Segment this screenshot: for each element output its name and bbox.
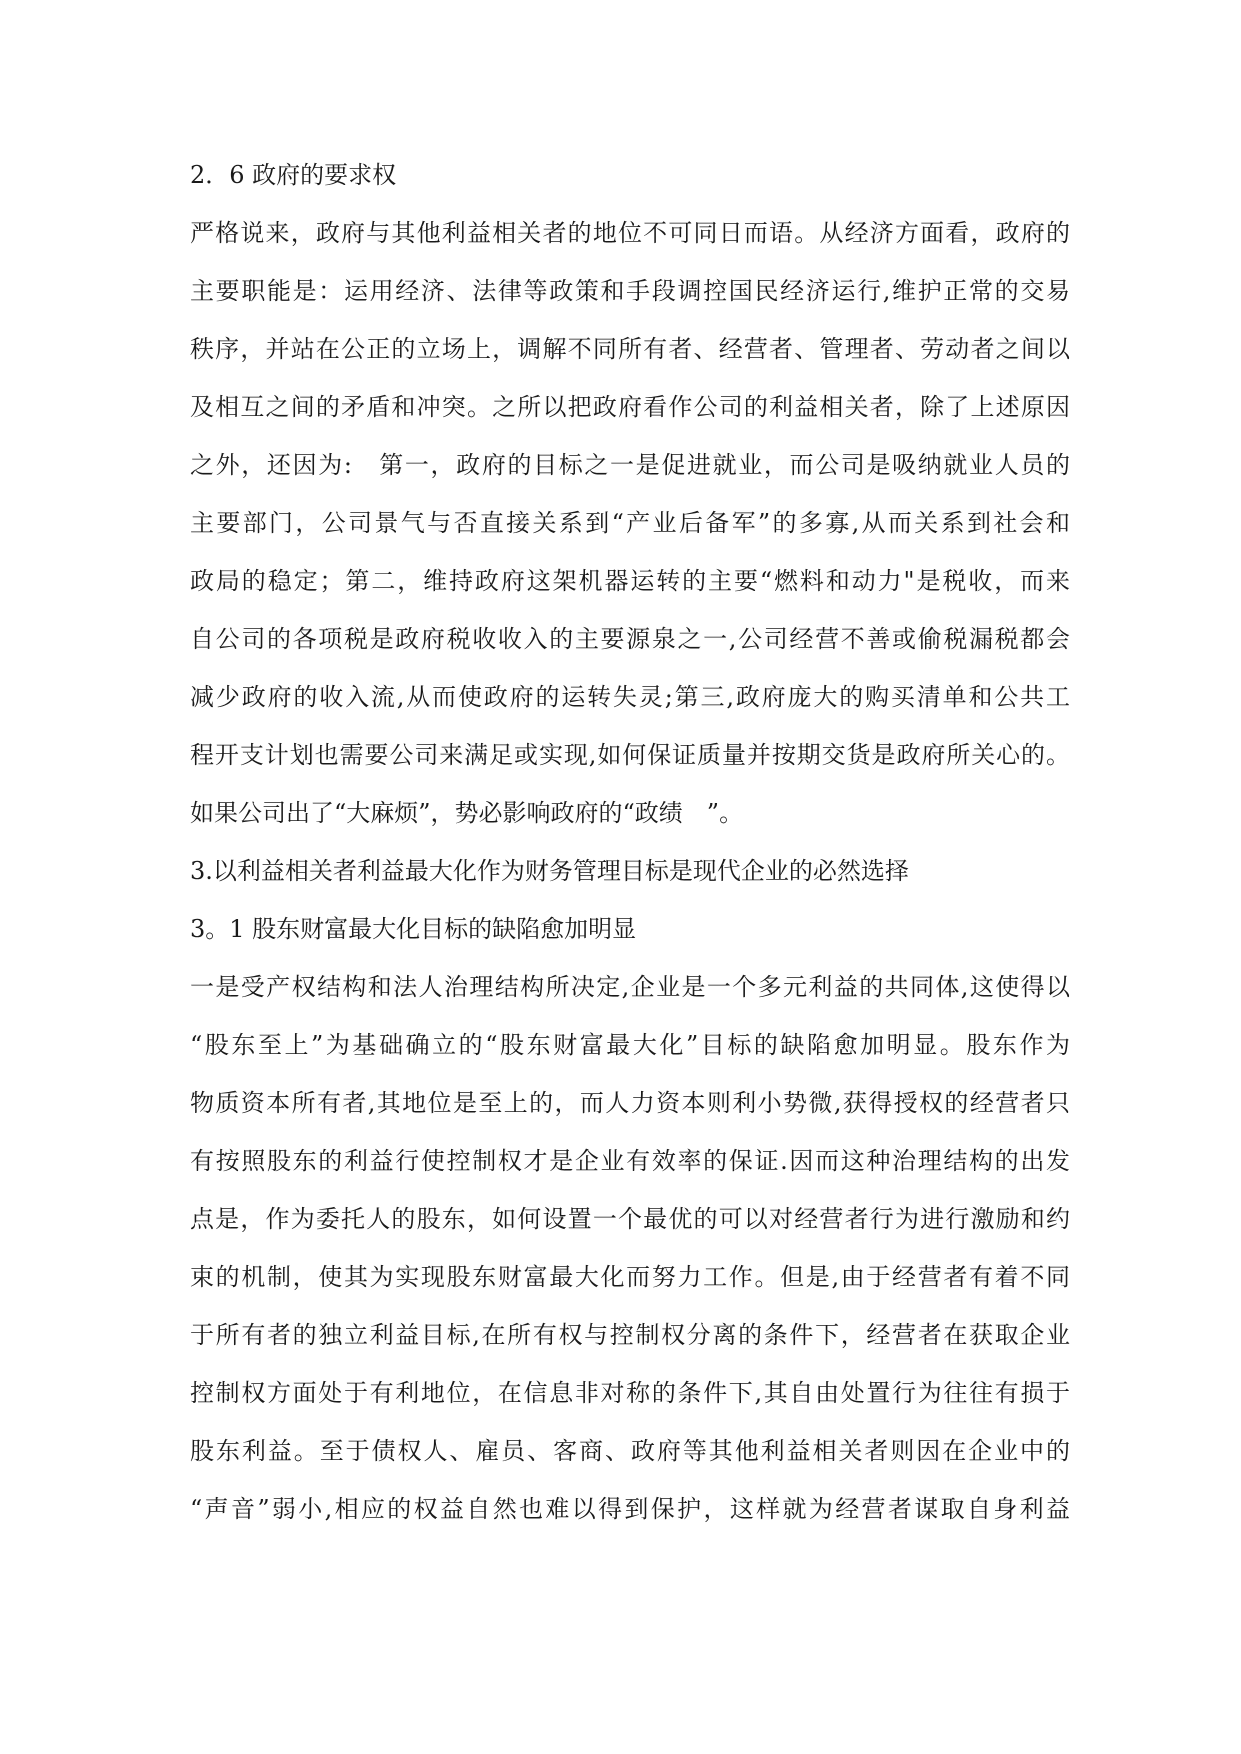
section-heading-3: 3.以利益相关者利益最大化作为财务管理目标是现代企业的必然选择 bbox=[190, 857, 909, 885]
paragraph-line: 控制权方面处于有利地位，在信息非对称的条件下,其自由处置行为往往有损于 bbox=[190, 1379, 1070, 1407]
paragraph-line: 及相互之间的矛盾和冲突。之所以把政府看作公司的利益相关者，除了上述原因 bbox=[190, 393, 1070, 421]
paragraph-line: “股东至上”为基础确立的“股东财富最大化”目标的缺陷愈加明显。股东作为 bbox=[190, 1031, 1070, 1059]
paragraph-line: 有按照股东的利益行使控制权才是企业有效率的保证.因而这种治理结构的出发 bbox=[190, 1147, 1070, 1175]
paragraph-line: 秩序，并站在公正的立场上，调解不同所有者、经营者、管理者、劳动者之间以 bbox=[190, 335, 1070, 363]
paragraph-line: 于所有者的独立利益目标,在所有权与控制权分离的条件下，经营者在获取企业 bbox=[190, 1321, 1070, 1349]
section-heading-2-6: 2．6 政府的要求权 bbox=[190, 161, 397, 189]
paragraph-line: 点是，作为委托人的股东，如何设置一个最优的可以对经营者行为进行激励和约 bbox=[190, 1205, 1070, 1233]
paragraph-line: 自公司的各项税是政府税收收入的主要源泉之一,公司经营不善或偷税漏税都会 bbox=[190, 625, 1070, 653]
paragraph-line: 主要部门，公司景气与否直接关系到“产业后备军”的多寡,从而关系到社会和 bbox=[190, 509, 1070, 537]
paragraph-line: 如果公司出了“大麻烦”，势必影响政府的“政绩 ”。 bbox=[190, 799, 744, 827]
paragraph-line: 程开支计划也需要公司来满足或实现,如何保证质量并按期交货是政府所关心的。 bbox=[190, 741, 1070, 769]
paragraph-line: 束的机制，使其为实现股东财富最大化而努力工作。但是,由于经营者有着不同 bbox=[190, 1263, 1070, 1291]
paragraph-line: 一是受产权结构和法人治理结构所决定,企业是一个多元利益的共同体,这使得以 bbox=[190, 973, 1070, 1001]
paragraph-line: “声音”弱小,相应的权益自然也难以得到保护，这样就为经营者谋取自身利益 bbox=[190, 1495, 1070, 1523]
paragraph-line: 主要职能是：运用经济、法律等政策和手段调控国民经济运行,维护正常的交易 bbox=[190, 277, 1070, 305]
paragraph-line: 物质资本所有者,其地位是至上的，而人力资本则利小势微,获得授权的经营者只 bbox=[190, 1089, 1070, 1117]
paragraph-line: 严格说来，政府与其他利益相关者的地位不可同日而语。从经济方面看，政府的 bbox=[190, 219, 1070, 247]
paragraph-line: 减少政府的收入流,从而使政府的运转失灵;第三,政府庞大的购买清单和公共工 bbox=[190, 683, 1070, 711]
paragraph-line: 之外，还因为: 第一，政府的目标之一是促进就业，而公司是吸纳就业人员的 bbox=[190, 451, 1070, 479]
paragraph-line: 政局的稳定；第二，维持政府这架机器运转的主要“燃料和动力"是税收，而来 bbox=[190, 567, 1070, 595]
paragraph-line: 股东利益。至于债权人、雇员、客商、政府等其他利益相关者则因在企业中的 bbox=[190, 1437, 1070, 1465]
section-heading-3-1: 3。1 股东财富最大化目标的缺陷愈加明显 bbox=[190, 915, 637, 943]
